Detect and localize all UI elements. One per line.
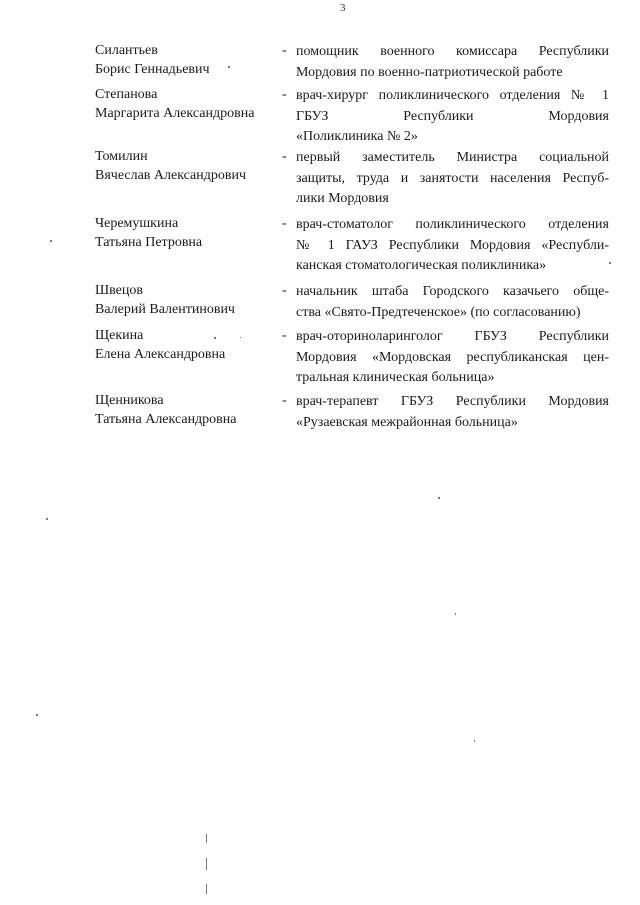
scan-speck (474, 740, 475, 742)
separator-dash: - (282, 43, 287, 58)
scan-speck (438, 497, 440, 499)
separator-dash: - (282, 87, 287, 102)
position-line: «Рузаевская межрайонная больница» (296, 414, 518, 430)
person-surname: Швецов (95, 283, 143, 298)
person-name (95, 327, 280, 364)
position-line: врач-хирург поликлинического отделения № 1 (296, 88, 609, 103)
person-name (95, 282, 280, 319)
position-line: «Поликлиника № 2» (296, 129, 418, 144)
scan-speck (46, 518, 48, 520)
person-given-name: Елена Александровна (95, 346, 226, 362)
scan-speck (214, 337, 216, 339)
person-given-name: Борис Геннадьевич (95, 61, 210, 77)
person-given-name: Татьяна Петровна (95, 234, 203, 250)
position-line: ГБУЗ Республики Мордовия (296, 108, 609, 124)
person-surname: Щенникова (95, 393, 164, 408)
position-line: № 1 ГАУЗ Республики Мордовия «Республи- (296, 237, 609, 253)
person-name (95, 148, 280, 185)
person-position (296, 282, 609, 323)
separator-dash: - (282, 216, 287, 231)
page-number: 3 (340, 2, 346, 14)
person-position (296, 327, 609, 389)
position-line: Мордовия по военно-патриотической работе (296, 64, 563, 80)
position-line: защиты, труда и занятости населения Респуб- (296, 170, 609, 186)
position-line: тральная клиническая больница» (296, 370, 495, 385)
person-surname: Степанова (95, 87, 158, 102)
person-given-name: Вячеслав Александрович (95, 167, 247, 183)
scan-speck (455, 613, 456, 615)
separator-dash: - (282, 393, 287, 408)
person-given-name: Маргарита Александровна (95, 105, 255, 121)
scan-speck (609, 262, 611, 264)
position-line: врач-стоматолог поликлинического отделения (296, 217, 609, 232)
scan-speck (50, 240, 52, 242)
position-line: лики Мордовия (296, 191, 389, 206)
position-line: Мордовия «Мордовская республиканская цен- (296, 349, 609, 365)
person-name (95, 392, 280, 429)
person-name (95, 86, 280, 123)
separator-dash: - (282, 328, 287, 343)
separator-dash: - (282, 149, 287, 164)
separator-dash: - (282, 283, 287, 298)
scan-streak (206, 858, 207, 870)
position-line: первый заместитель Министра социальной (296, 150, 609, 165)
position-line: помощник военного комиссара Республики (296, 44, 609, 59)
person-surname: Щекина (95, 328, 144, 343)
scan-streak (206, 884, 207, 894)
person-given-name: Татьяна Александровна (95, 411, 237, 427)
person-position (296, 42, 609, 83)
person-given-name: Валерий Валентинович (95, 301, 235, 317)
position-line: врач-оториноларинголог ГБУЗ Республики (296, 329, 609, 344)
person-surname: Силантьев (95, 43, 158, 58)
person-position (296, 86, 609, 148)
scan-speck (36, 714, 38, 716)
position-line: начальник штаба Городского казачьего обще- (296, 284, 609, 299)
position-line: канская стоматологическая поликлиника» (296, 258, 547, 273)
person-position (296, 148, 609, 210)
person-surname: Черемушкина (95, 216, 179, 231)
position-line: ства «Свято-Предтеченское» (по согласованию) (296, 304, 581, 320)
scan-streak (206, 834, 207, 843)
person-position (296, 392, 609, 433)
scan-speck (240, 337, 241, 338)
scan-speck (228, 66, 230, 68)
person-name (95, 42, 280, 79)
person-surname: Томилин (95, 149, 148, 164)
person-position (296, 215, 609, 277)
position-line: врач-терапевт ГБУЗ Республики Мордовия (296, 394, 609, 409)
person-name (95, 215, 280, 252)
